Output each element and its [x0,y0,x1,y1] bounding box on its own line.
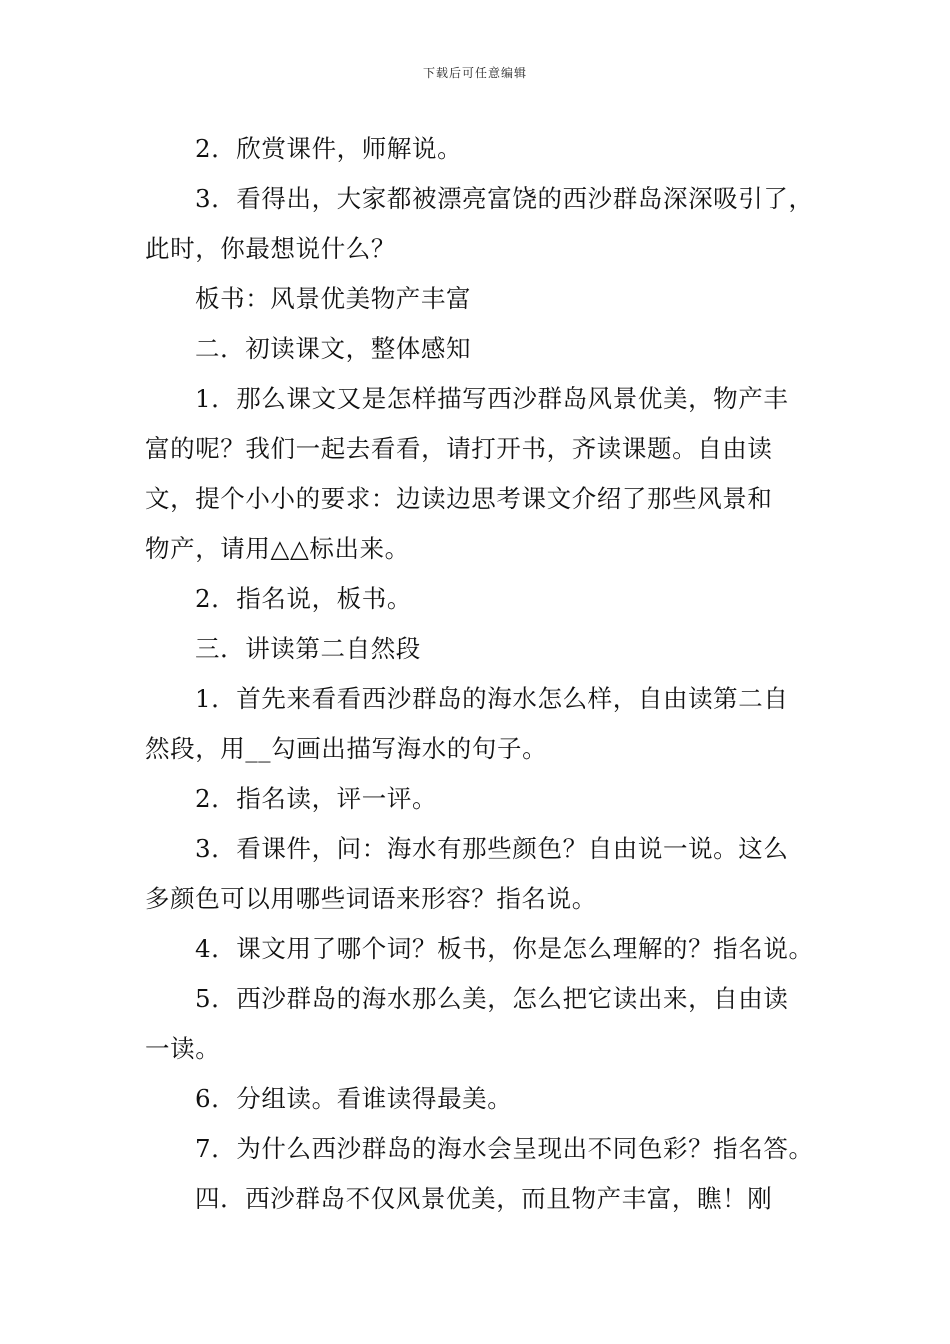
page-header: 下载后可任意编辑 [422,66,527,80]
section-heading: 三．讲读第二自然段 [195,634,421,663]
document-body [145,124,814,1224]
paragraph-line: 1．首先来看看西沙群岛的海水怎么样，自由读第二自 [195,684,789,713]
section-heading: 二．初读课文，整体感知 [195,334,472,363]
paragraph-line: 2．指名说，板书。 [195,584,412,613]
paragraph-line: 然段，用__勾画出描写海水的句子。 [145,734,548,763]
paragraph-line: 7．为什么西沙群岛的海水会呈现出不同色彩？指名答。 [195,1134,814,1163]
paragraph-line: 5．西沙群岛的海水那么美，怎么把它读出来，自由读 [195,984,789,1013]
paragraph-line: 板书：风景优美物产丰富 [195,284,472,313]
paragraph-line: 3．看得出，大家都被漂亮富饶的西沙群岛深深吸引了， [195,184,814,213]
paragraph-line: 文，提个小小的要求：边读边思考课文介绍了那些风景和 [145,484,773,513]
paragraph-line: 多颜色可以用哪些词语来形容？指名说。 [145,884,597,913]
paragraph-line: 富的呢？我们一起去看看，请打开书，齐读课题。自由读 [145,434,773,463]
paragraph-line: 2．欣赏课件，师解说。 [195,134,463,163]
paragraph-line: 2．指名读，评一评。 [195,784,438,813]
section-heading: 四．西沙群岛不仅风景优美，而且物产丰富，瞧！刚 [195,1184,773,1213]
paragraph-line: 一读。 [145,1034,221,1063]
paragraph-line: 4．课文用了哪个词？板书，你是怎么理解的？指名说。 [195,934,814,963]
paragraph-line: 1．那么课文又是怎样描写西沙群岛风景优美，物产丰 [195,384,789,413]
paragraph-line: 物产，请用△△标出来。 [145,534,410,563]
paragraph-line: 3．看课件，问：海水有那些颜色？自由说一说。这么 [195,834,789,863]
paragraph-line: 此时，你最想说什么？ [145,234,396,263]
paragraph-line: 6．分组读。看谁读得最美。 [195,1084,513,1113]
